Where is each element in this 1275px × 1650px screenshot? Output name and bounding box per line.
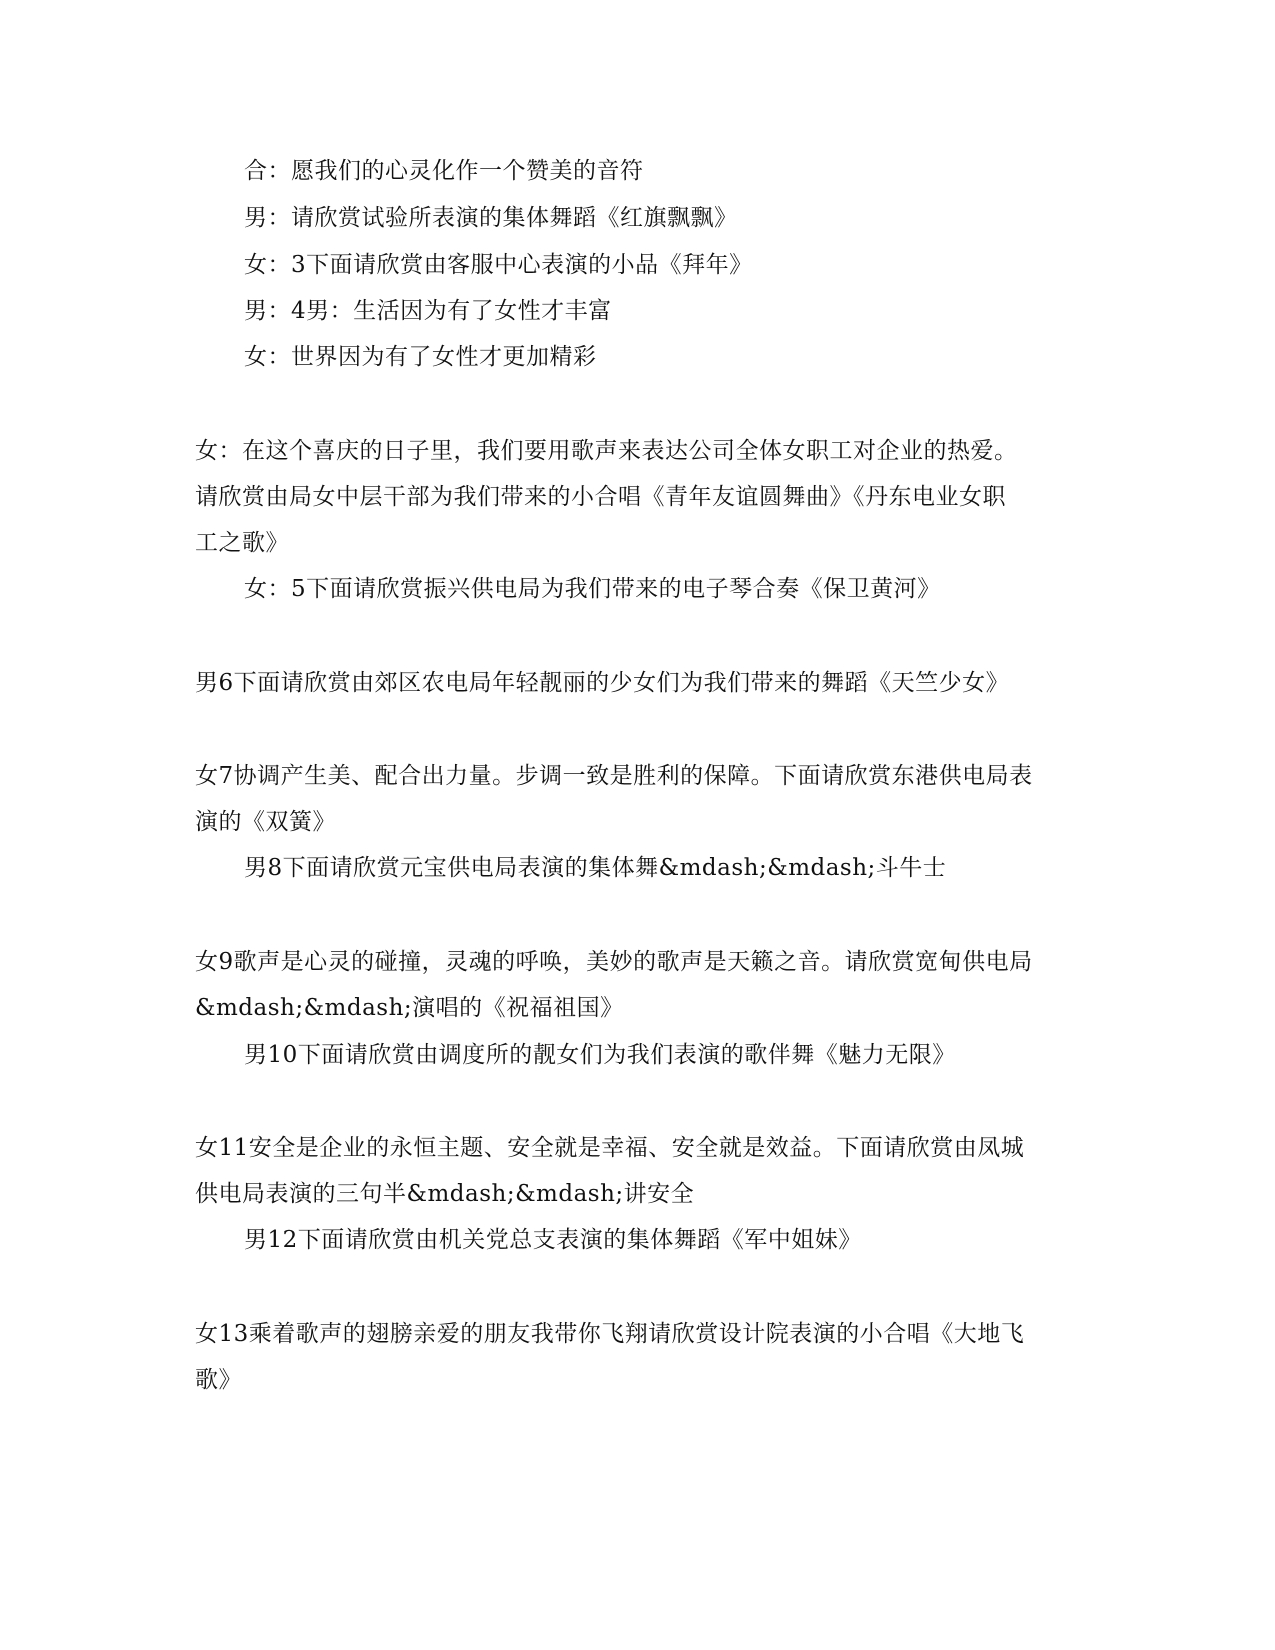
script-line: 男8下面请欣赏元宝供电局表演的集体舞&mdash;&mdash;斗牛士	[244, 855, 947, 881]
script-line: 男10下面请欣赏由调度所的靓女们为我们表演的歌伴舞《魅力无限》	[244, 1042, 956, 1068]
script-line: &mdash;&mdash;演唱的《祝福祖国》	[195, 995, 624, 1021]
script-line: 男6下面请欣赏由郊区农电局年轻靓丽的少女们为我们带来的舞蹈《天竺少女》	[195, 670, 1010, 696]
script-line: 合：愿我们的心灵化作一个赞美的音符	[244, 158, 644, 184]
script-line: 女13乘着歌声的翅膀亲爱的朋友我带你飞翔请欣赏设计院表演的小合唱《大地飞	[195, 1321, 1025, 1347]
script-line: 男：4男：生活因为有了女性才丰富	[244, 298, 612, 324]
script-line: 男：请欣赏试验所表演的集体舞蹈《红旗飘飘》	[244, 205, 738, 231]
script-line: 女：在这个喜庆的日子里，我们要用歌声来表达公司全体女职工对企业的热爱。	[195, 438, 1018, 464]
script-line: 女11安全是企业的永恒主题、安全就是幸福、安全就是效益。下面请欣赏由凤城	[195, 1135, 1025, 1161]
script-line: 歌》	[195, 1367, 242, 1393]
script-line: 供电局表演的三句半&mdash;&mdash;讲安全	[195, 1181, 695, 1207]
script-line: 女9歌声是心灵的碰撞，灵魂的呼唤，美妙的歌声是天籁之音。请欣赏宽甸供电局	[195, 949, 1033, 975]
script-line: 女：5下面请欣赏振兴供电局为我们带来的电子琴合奏《保卫黄河》	[244, 576, 941, 602]
script-line: 工之歌》	[195, 530, 289, 556]
script-line: 女：世界因为有了女性才更加精彩	[244, 344, 597, 370]
script-line: 女：3下面请欣赏由客服中心表演的小品《拜年》	[244, 252, 753, 278]
script-line: 演的《双簧》	[195, 809, 336, 835]
script-line: 女7协调产生美、配合出力量。步调一致是胜利的保障。下面请欣赏东港供电局表	[195, 763, 1033, 789]
script-line: 男12下面请欣赏由机关党总支表演的集体舞蹈《军中姐妹》	[244, 1227, 862, 1253]
script-line: 请欣赏由局女中层干部为我们带来的小合唱《青年友谊圆舞曲》《丹东电业女职	[195, 484, 1006, 510]
